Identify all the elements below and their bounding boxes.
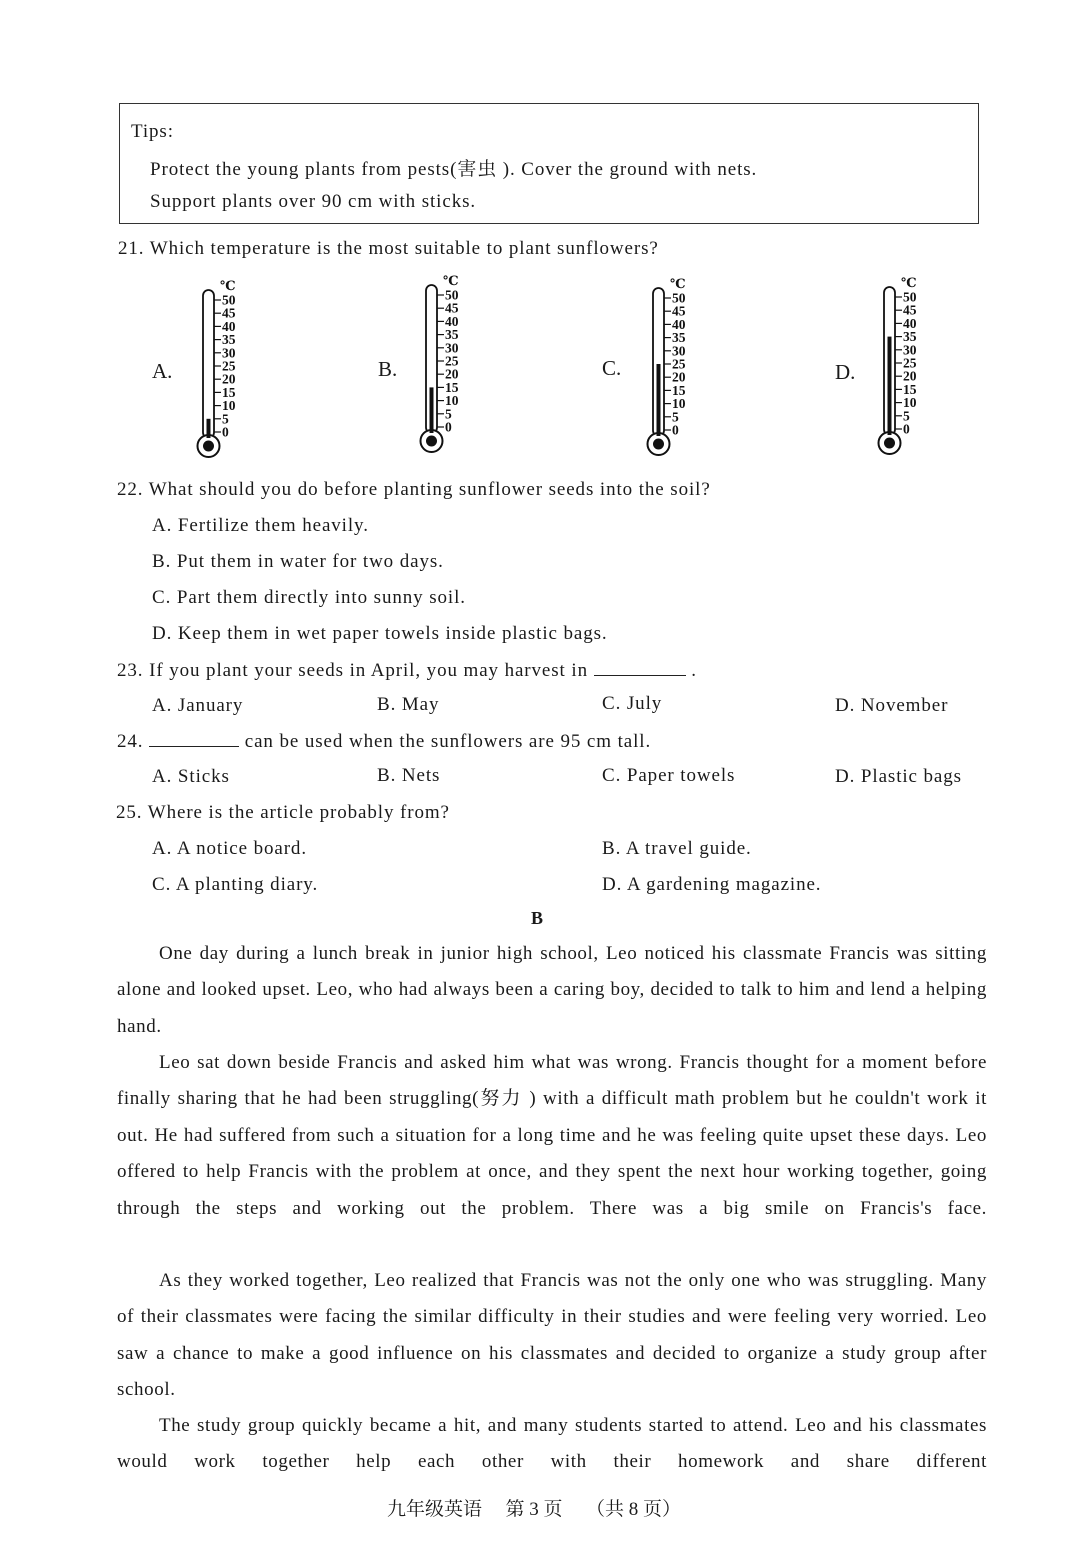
q23-stem [117, 659, 697, 682]
thermometer-scale-label: 0 [222, 424, 229, 440]
q25-stem: 25. Where is the article probably from? [116, 802, 450, 823]
tips-line-2: Support plants over 90 cm with sticks. [150, 191, 477, 212]
thermometer-scale-label: 10 [672, 396, 686, 412]
thermometer-scale-label: 50 [903, 289, 917, 305]
thermometer-scale-label: 15 [222, 384, 236, 400]
q24-number: 24. [117, 731, 144, 752]
thermometer-unit: ℃ [670, 278, 686, 291]
thermometer-c-icon [645, 278, 705, 469]
thermometer-scale-label: 20 [222, 371, 236, 387]
passage-paragraph-4: The study group quickly became a hit, and many students started to attend. Leo and his classmates would work together help each other with their homework and share different [117, 1415, 987, 1473]
passage-paragraph-3: As they worked together, Leo realized that Francis was not the only one who was struggling. Many of their classmates were facing the similar difficulty in their studies and were feeling very worried. Leo saw a chance to make a good influence on his classmates and decided to organize a study group after school. [117, 1270, 987, 1401]
q24-option-a: A. Sticks [152, 766, 230, 787]
thermometer-scale-label: 50 [445, 287, 459, 303]
q22-option-b: B. Put them in water for two days. [152, 551, 444, 572]
q24-stem-text: can be used when the sunflowers are 95 cm tall. [244, 731, 652, 752]
thermometer-scale-label: 30 [222, 345, 236, 361]
footer-total-pages: （共 8 页） [586, 1499, 682, 1520]
thermometer-svg [645, 278, 705, 463]
q22-option-a: A. Fertilize them heavily. [152, 515, 369, 536]
q22-stem: 22. What should you do before planting sunflower seeds into the soil? [117, 479, 711, 500]
thermometer-b-icon [418, 275, 478, 466]
q24-answer-blank [149, 730, 239, 747]
thermometer-scale-label: 20 [445, 366, 459, 382]
thermometer-unit: ℃ [901, 277, 917, 290]
thermometer-scale-label: 20 [903, 368, 917, 384]
thermometer-mercury [430, 387, 434, 433]
thermometer-svg [418, 275, 478, 460]
thermometer-svg [195, 280, 255, 465]
thermometer-tube [203, 290, 214, 438]
thermometer-scale-label: 40 [672, 316, 686, 332]
q22-option-d: D. Keep them in wet paper towels inside plastic bags. [152, 623, 608, 644]
thermometer-d-icon [876, 277, 936, 468]
passage-paragraph-2: Leo sat down beside Francis and asked him what was wrong. Francis thought for a moment before finally sharing that he had been struggling(努力 ) with a difficult math problem but he couldn't work it out. He had suffered from such a situation for a long time and he was feeling quite upset these days. Leo offered to help Francis with the problem at once, and they spent the next hour working together, going through the steps and working out the problem. There was a big smile on Francis's face. [117, 1052, 987, 1219]
thermometer-scale-label: 10 [445, 393, 459, 409]
thermometer-scale-label: 0 [445, 419, 452, 435]
tips-title: Tips: [131, 121, 174, 142]
thermometer-scale-label: 30 [903, 342, 917, 358]
thermometer-scale-label: 10 [903, 395, 917, 411]
thermometer-scale-label: 35 [672, 330, 686, 346]
q23-option-a: A. January [152, 695, 244, 716]
thermometer-bulb-fill [203, 441, 214, 452]
thermometer-scale-label: 45 [672, 303, 686, 319]
q23-stem-text: 23. If you plant your seeds in April, you may harvest in [117, 660, 588, 681]
q24-option-c: C. Paper towels [602, 765, 736, 786]
thermometer-svg [876, 277, 936, 462]
thermometer-bulb-fill [653, 439, 664, 450]
thermometer-scale-label: 20 [672, 369, 686, 385]
thermometer-bulb-fill [426, 436, 437, 447]
q21-stem: 21. Which temperature is the most suitable to plant sunflowers? [118, 238, 659, 259]
q25-option-d: D. A gardening magazine. [602, 874, 822, 895]
q25-option-b: B. A travel guide. [602, 838, 752, 859]
thermometer-scale-label: 0 [903, 421, 910, 437]
footer-page-number: 第 3 页 [505, 1499, 563, 1520]
q23-option-b: B. May [377, 694, 440, 715]
thermometer-scale-label: 35 [222, 332, 236, 348]
thermometer-unit: ℃ [443, 275, 459, 288]
thermometer-scale-label: 40 [222, 318, 236, 334]
tips-line-1: Protect the young plants from pests(害虫 ). Cover the ground with nets. [150, 159, 758, 180]
q21-option-c-label: C. [602, 356, 622, 380]
thermometer-scale-label: 5 [222, 411, 229, 427]
thermometer-scale-label: 30 [445, 340, 459, 356]
thermometer-scale-label: 35 [903, 329, 917, 345]
q21-option-a-label: A. [152, 359, 173, 383]
thermometer-scale-label: 45 [222, 305, 236, 321]
thermometer-scale-label: 45 [903, 302, 917, 318]
q24-option-d: D. Plastic bags [835, 766, 962, 787]
thermometer-scale-label: 25 [672, 356, 686, 372]
thermometer-scale-label: 5 [672, 409, 679, 425]
thermometer-bulb-fill [884, 438, 895, 449]
thermometer-scale-label: 50 [222, 292, 236, 308]
thermometer-scale-label: 50 [672, 290, 686, 306]
thermometer-scale-label: 40 [903, 315, 917, 331]
thermometer-a-icon [195, 280, 255, 471]
thermometer-unit: ℃ [220, 280, 236, 293]
section-b-heading: B [531, 908, 544, 928]
q21-option-b-label: B. [378, 357, 398, 381]
footer-subject: 九年级英语 [387, 1499, 483, 1520]
thermometer-scale-label: 5 [903, 408, 910, 424]
thermometer-scale-label: 10 [222, 398, 236, 414]
thermometer-scale-label: 25 [222, 358, 236, 374]
thermometer-scale-label: 5 [445, 406, 452, 422]
thermometer-mercury [888, 337, 892, 435]
q22-option-c: C. Part them directly into sunny soil. [152, 587, 466, 608]
thermometer-scale-label: 30 [672, 343, 686, 359]
thermometer-scale-label: 45 [445, 300, 459, 316]
thermometer-scale-label: 15 [445, 379, 459, 395]
q24-option-b: B. Nets [377, 765, 441, 786]
q23-option-c: C. July [602, 693, 663, 714]
thermometer-scale-label: 15 [903, 381, 917, 397]
passage-paragraph-1: One day during a lunch break in junior high school, Leo noticed his classmate Francis was sitting alone and looked upset. Leo, who had always been a caring boy, decided to talk to him and lend a helping hand. [117, 943, 987, 1037]
thermometer-scale-label: 25 [903, 355, 917, 371]
thermometer-scale-label: 0 [672, 422, 679, 438]
thermometer-scale-label: 25 [445, 353, 459, 369]
q23-stem-end: . [691, 660, 697, 681]
q23-option-d: D. November [835, 695, 949, 716]
q23-answer-blank [594, 659, 686, 676]
thermometer-scale-label: 15 [672, 382, 686, 398]
thermometer-scale-label: 35 [445, 327, 459, 343]
thermometer-mercury [657, 364, 661, 436]
q21-option-d-label: D. [835, 360, 856, 384]
page-footer [387, 1494, 681, 1521]
q24-stem [117, 730, 651, 753]
q25-option-c: C. A planting diary. [152, 874, 319, 895]
q25-option-a: A. A notice board. [152, 838, 307, 859]
thermometer-mercury [207, 419, 211, 438]
thermometer-scale-label: 40 [445, 313, 459, 329]
